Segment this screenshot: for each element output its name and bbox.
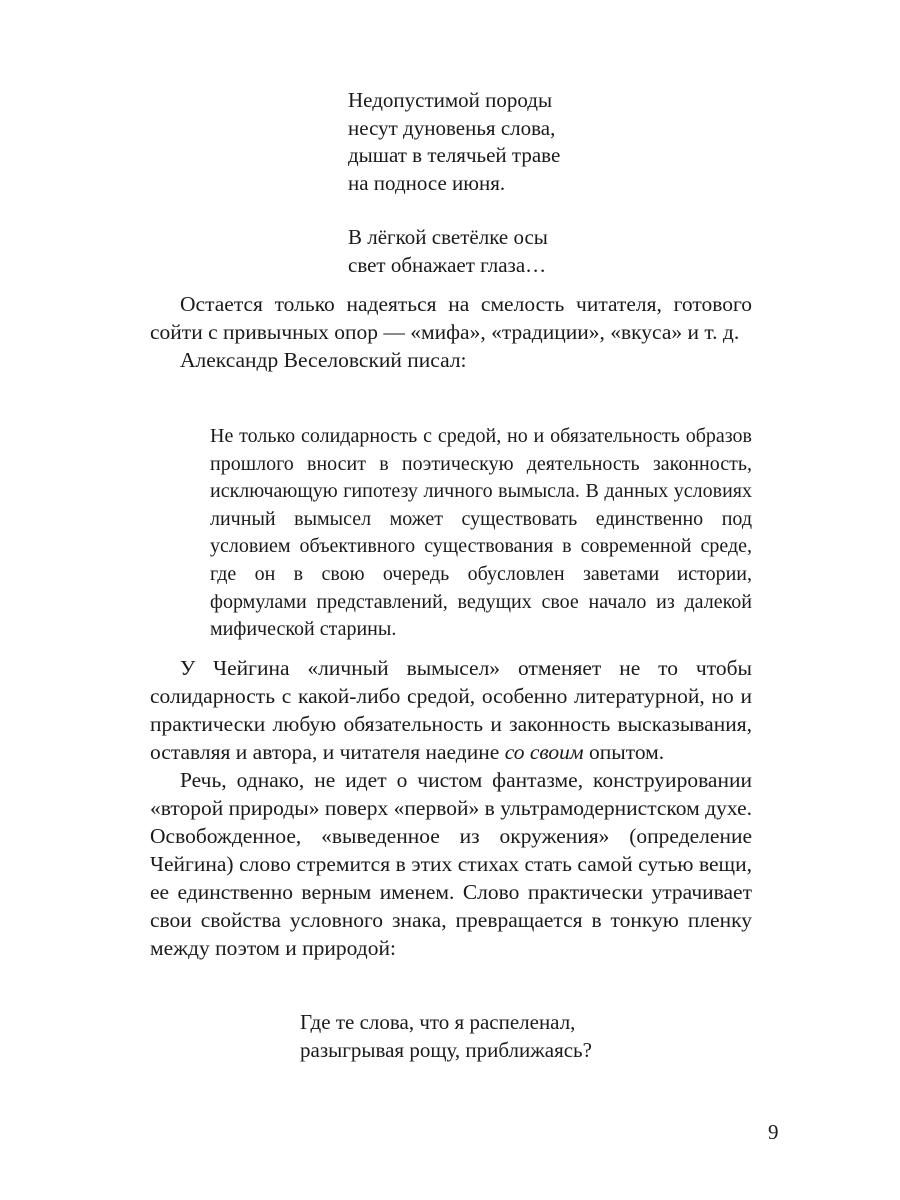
poem-stanza xyxy=(348,87,560,197)
poem-line: В лёгкой светёлке осы xyxy=(348,225,548,249)
prose-block-main xyxy=(150,654,752,962)
poem-stanza xyxy=(348,224,560,279)
poem-line: свет обнажает глаза… xyxy=(348,252,547,277)
poem-line: разыгрывая рощу, приближаясь? xyxy=(300,1037,592,1062)
page-number: 9 xyxy=(768,1120,779,1144)
poem-line: дышат в телячьей траве xyxy=(348,143,561,167)
poem-excerpt-top xyxy=(348,87,560,279)
paragraph: Александр Веселовский писал: xyxy=(180,348,467,372)
poem-excerpt-bottom xyxy=(300,1009,592,1064)
quote-text: Не только солидарность с средой, но и обязательность образов прошлого вносит в поэтическую деятельность законность, исключающую гипотезу личного вымысла. В данных условиях личный вымысел может существовать единственно под условием объективного существования в современной среде, где он в свою очередь обусловлен заветами истории, формулами представлений, ведущих свое начало из далекой мифической старины. xyxy=(210,425,752,641)
paragraph: Остается только надеяться на смелость читателя, готового сойти с привычных опор — «мифа», «традиции», «вкуса» и т. д. xyxy=(150,292,752,344)
poem-line: несут дуновенья слова, xyxy=(348,115,556,140)
block-quote-veselovsky xyxy=(210,423,752,644)
paragraph xyxy=(150,654,752,766)
paragraph-text: У Чейгина «личный вымысел» отменяет не то чтобы солидарность с какой-либо средой, особенно литературной, но и практически любую обязательность и законность высказывания, оставляя и автора, и читателя наедине xyxy=(150,656,752,764)
poem-line: Недопустимой породы xyxy=(348,88,553,112)
italic-phrase: со своим xyxy=(504,740,584,764)
poem-line: Где те слова, что я распеленал, xyxy=(300,1010,576,1034)
paragraph-text: опытом. xyxy=(583,740,665,764)
paragraph: Речь, однако, не идет о чистом фантазме, конструировании «второй природы» поверх «первой» в ультрамодернистском духе. Освобожденное, «выведенное из окружения» (определение Чейгина) слово стремится в этих стихах стать самой сутью вещи, ее единственно верным именем. Слово практически утрачивает свои свойства условного знака, превращается в тонкую пленку между поэтом и природой: xyxy=(150,768,752,960)
prose-block-intro xyxy=(150,290,752,374)
poem-line: на подносе июня. xyxy=(348,170,506,195)
